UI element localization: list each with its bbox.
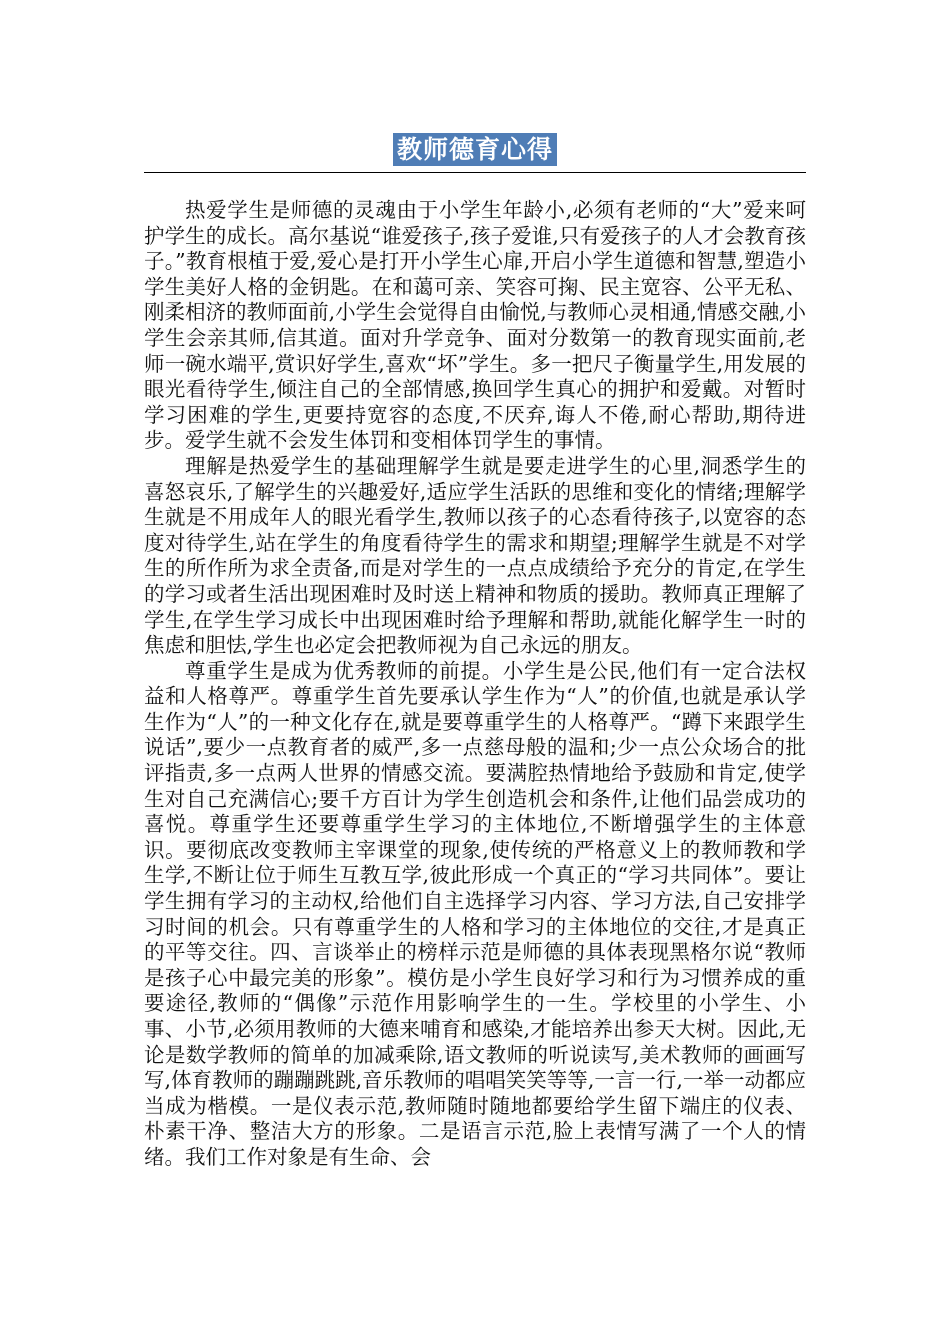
title-divider [144,172,806,173]
paragraph-understanding: 理解是热爱学生的基础理解学生就是要走进学生的心里,洞悉学生的喜怒哀乐,了解学生的兴趣爱好,适应学生活跃的思维和变化的情绪;理解学生就是不用成年人的眼光看学生,教师以孩子的心态看待孩子,以宽容的态度对待学生,站在学生的角度看待学生的需求和期望;理解学生就是不对学生的所作所为求全责备,而是对学生的一点点成绩给予充分的肯定,在学生的学习或者生活出现困难时及时送上精神和物质的援助。教师真正理解了学生,在学生学习成长中出现困难时给予理解和帮助,就能化解学生一时的焦虑和胆怯,学生也必定会把教师视为自己永远的朋友。 [144,453,806,658]
paragraph-love: 热爱学生是师德的灵魂由于小学生年龄小,必须有老师的“大”爱来呵护学生的成长。高尔基说“谁爱孩子,孩子爱谁,只有爱孩子的人才会教育孩子。”教育根植于爱,爱心是打开小学生心扉,开启小学生道德和智慧,塑造小学生美好人格的金钥匙。在和蔼可亲、笑容可掬、民主宽容、公平无私、刚柔相济的教师面前,小学生会觉得自由愉悦,与教师心灵相通,情感交融,小学生会亲其师,信其道。面对升学竞争、面对分数第一的教育现实面前,老师一碗水端平,赏识好学生,喜欢“坏”学生。多一把尺子衡量学生,用发展的眼光看待学生,倾注自己的全部情感,换回学生真心的拥护和爱戴。对暂时学习困难的学生,更要持宽容的态度,不厌弃,诲人不倦,耐心帮助,期待进步。爱学生就不会发生体罚和变相体罚学生的事情。 [144,198,806,453]
document-title: 教师德育心得 [393,133,557,166]
paragraph-respect: 尊重学生是成为优秀教师的前提。小学生是公民,他们有一定合法权益和人格尊严。尊重学生首先要承认学生作为“人”的价值,也就是承认学生作为“人”的一种文化存在,就是要尊重学生的人格尊严。“蹲下来跟学生说话”,要少一点教育者的威严,多一点慈母般的温和;少一点公众场合的批评指责,多一点两人世界的情感交流。要满腔热情地给予鼓励和肯定,使学生对自己充满信心;要千方百计为学生创造机会和条件,让他们品尝成功的喜悦。尊重学生还要尊重学生学习的主体地位,不断增强学生的主体意识。要彻底改变教师主宰课堂的现象,使传统的严格意义上的教师教和学生学,不断让位于师生互教互学,彼此形成一个真正的“学习共同体”。要让学生拥有学习的主动权,给他们自主选择学习内容、学习方法,自己安排学习时间的机会。只有尊重学生的人格和学习的主体地位的交往,才是真正的平等交往。四、言谈举止的榜样示范是师德的具体表现黑格尔说“教师是孩子心中最完美的形象”。模仿是小学生良好学习和行为习惯养成的重要途径,教师的“偶像”示范作用影响学生的一生。学校里的小学生、小事、小节,必须用教师的大德来哺育和感染,才能培养出参天大树。因此,无论是数学教师的简单的加减乘除,语文教师的听说读写,美术教师的画画写写,体育教师的蹦蹦跳跳,音乐教师的唱唱笑笑等等,一言一行,一举一动都应当成为楷模。一是仪表示范,教师随时随地都要给学生留下端庄的仪表、朴素干净、整洁大方的形象。二是语言示范,脸上表情写满了一个人的情绪。我们工作对象是有生命、会 [144,658,806,1169]
title-container [144,133,806,166]
document-body [144,198,806,1171]
